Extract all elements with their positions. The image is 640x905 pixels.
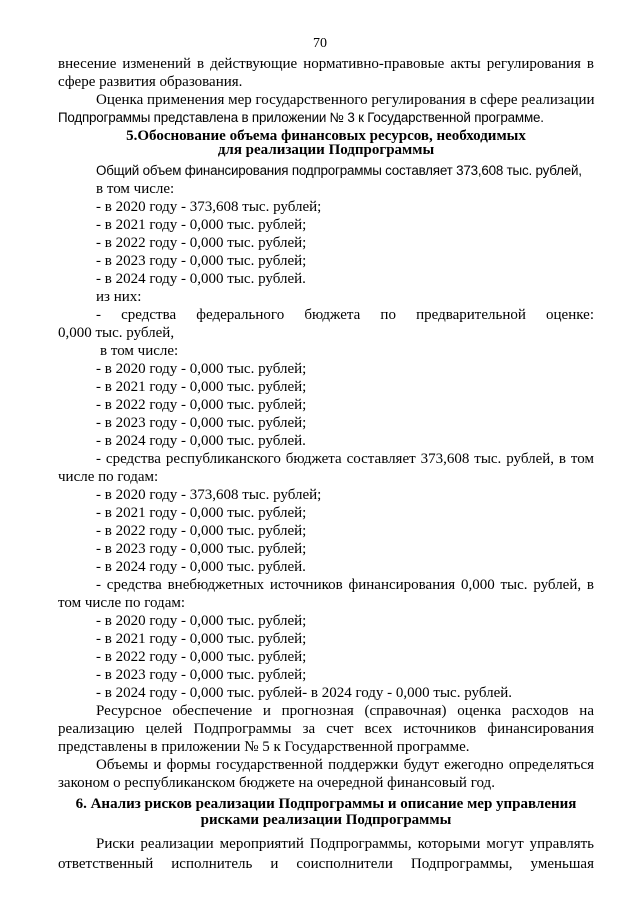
list-item: - в 2022 году - 0,000 тыс. рублей; bbox=[96, 397, 307, 413]
list-item: - в 2021 году - 0,000 тыс. рублей; bbox=[96, 379, 307, 395]
text-line: 0,000 тыс. рублей, bbox=[58, 325, 175, 341]
page-number: 70 bbox=[313, 36, 327, 51]
list-item: - в 2020 году - 0,000 тыс. рублей; bbox=[96, 361, 307, 377]
text-line: Оценка применения мер государственного регулирования в сфере реализации bbox=[96, 92, 595, 108]
list-item: - в 2021 году - 0,000 тыс. рублей; bbox=[96, 631, 307, 647]
text-line: сфере развития образования. bbox=[58, 74, 243, 90]
text-line: Общий объем финансирования подпрограммы составляет 373,608 тыс. рублей, bbox=[96, 163, 582, 178]
text-line: Ресурсное обеспечение и прогнозная (справочная) оценка расходов на bbox=[96, 703, 594, 719]
list-item: - в 2024 году - 0,000 тыс. рублей. bbox=[96, 433, 306, 449]
section-5-heading-cont: для реализации Подпрограммы bbox=[217, 142, 435, 158]
list-item: - в 2020 году - 0,000 тыс. рублей; bbox=[96, 613, 307, 629]
text-line: внесение изменений в действующие нормативно-правовые акты регулирования в bbox=[58, 56, 594, 72]
list-item: - в 2020 году - 373,608 тыс. рублей; bbox=[96, 487, 322, 503]
text-line: - средства республиканского бюджета составляет 373,608 тыс. рублей, в том bbox=[96, 451, 594, 467]
list-item: - в 2021 году - 0,000 тыс. рублей; bbox=[96, 217, 307, 233]
text-line: - средства внебюджетных источников финансирования 0,000 тыс. рублей, в bbox=[96, 577, 594, 593]
text-line: из них: bbox=[96, 289, 142, 305]
list-item: - в 2023 году - 0,000 тыс. рублей; bbox=[96, 667, 307, 683]
list-item: - в 2021 году - 0,000 тыс. рублей; bbox=[96, 505, 307, 521]
text-line: законом о республиканском бюджете на очередной финансовый год. bbox=[58, 775, 495, 791]
list-item: - в 2023 году - 0,000 тыс. рублей; bbox=[96, 541, 307, 557]
text-line: Риски реализации мероприятий Подпрограммы, которыми могут управлять bbox=[96, 836, 594, 852]
text-line: реализацию целей Подпрограммы за счет всех источников финансирования bbox=[58, 721, 594, 737]
list-item: - в 2022 году - 0,000 тыс. рублей; bbox=[96, 523, 307, 539]
text-line: представлены в приложении № 5 к Государственной программе. bbox=[58, 739, 470, 755]
text-line: числе по годам: bbox=[58, 469, 159, 485]
list-item: - в 2020 году - 373,608 тыс. рублей; bbox=[96, 199, 322, 215]
list-item: - в 2022 году - 0,000 тыс. рублей; bbox=[96, 649, 307, 665]
section-5-heading: 5.Обоснование объема финансовых ресурсов, необходимых bbox=[126, 128, 526, 144]
list-item: - в 2022 году - 0,000 тыс. рублей; bbox=[96, 235, 307, 251]
text-line: в том числе: bbox=[100, 343, 179, 359]
text-line: Подпрограммы представлена в приложении № 3 к Государственной программе. bbox=[58, 110, 544, 125]
text-line: том числе по годам: bbox=[58, 595, 186, 611]
list-item: - в 2023 году - 0,000 тыс. рублей; bbox=[96, 415, 307, 431]
section-6-heading: 6. Анализ рисков реализации Подпрограммы и описание мер управления bbox=[75, 796, 577, 812]
text-line: Объемы и формы государственной поддержки будут ежегодно определяться bbox=[96, 757, 594, 773]
text-line: в том числе: bbox=[96, 181, 175, 197]
list-item: - в 2023 году - 0,000 тыс. рублей; bbox=[96, 253, 307, 269]
section-6-heading-cont: рисками реализации Подпрограммы bbox=[200, 812, 452, 828]
list-item: - в 2024 году - 0,000 тыс. рублей. bbox=[96, 559, 306, 575]
text-line: - средства федерального бюджета по предварительной оценке: bbox=[96, 307, 594, 323]
list-item: - в 2024 году - 0,000 тыс. рублей- в 2024 году - 0,000 тыс. рублей. bbox=[96, 685, 513, 701]
text-line: ответственный исполнитель и соисполнители Подпрограммы, уменьшая bbox=[58, 856, 594, 872]
list-item: - в 2024 году - 0,000 тыс. рублей. bbox=[96, 271, 306, 287]
